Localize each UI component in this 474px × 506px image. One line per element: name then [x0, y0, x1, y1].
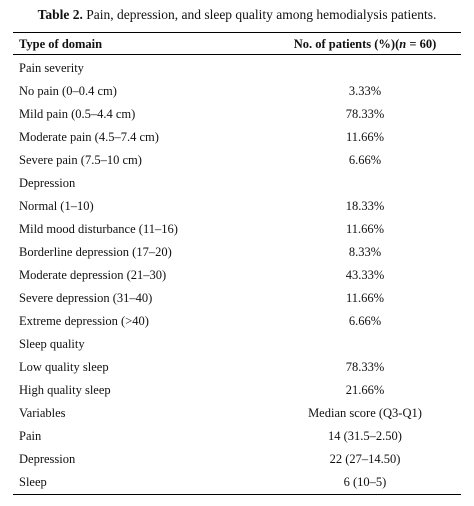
- table-row: [13, 310, 461, 333]
- table-row: [13, 333, 461, 356]
- row-value: 8.33%: [348, 245, 382, 259]
- row-value: 18.33%: [345, 199, 385, 213]
- row-value: 14 (31.5–2.50): [328, 429, 402, 443]
- table-row: [13, 241, 461, 264]
- row-label: Low quality sleep: [19, 360, 109, 374]
- table-body: [13, 57, 461, 494]
- row-value: 6 (10–5): [343, 475, 387, 489]
- table-row: [13, 103, 461, 126]
- row-label: Depression: [19, 452, 76, 466]
- row-label: Depression: [19, 176, 76, 190]
- header-col2-suffix: = 60): [406, 37, 437, 51]
- table-row: [13, 287, 461, 310]
- row-value: 6.66%: [348, 153, 382, 167]
- table-row: [13, 57, 461, 80]
- row-value: 21.66%: [345, 383, 385, 397]
- table-row: [13, 218, 461, 241]
- header-number-of-patients: [290, 35, 440, 53]
- table-row: [13, 356, 461, 379]
- row-label: Sleep: [19, 475, 47, 489]
- table-row: [13, 172, 461, 195]
- table-caption-text: Pain, depression, and sleep quality among hemodialysis patients.: [82, 7, 437, 22]
- table-row: [13, 264, 461, 287]
- row-label: Sleep quality: [19, 337, 85, 351]
- table-caption-number: Table 2.: [37, 7, 83, 22]
- row-value: 11.66%: [345, 291, 385, 305]
- header-type-of-domain: Type of domain: [19, 37, 103, 51]
- row-label: Mild mood disturbance (11–16): [19, 222, 178, 236]
- row-label: Moderate pain (4.5–7.4 cm): [19, 130, 159, 144]
- table-row: [13, 126, 461, 149]
- row-label: Severe depression (31–40): [19, 291, 153, 305]
- row-value: 78.33%: [345, 107, 385, 121]
- header-col2-n: n: [399, 37, 407, 51]
- row-value: 11.66%: [345, 130, 385, 144]
- row-label: Normal (1–10): [19, 199, 94, 213]
- table-row: [13, 80, 461, 103]
- row-label: Moderate depression (21–30): [19, 268, 167, 282]
- row-value: 43.33%: [345, 268, 385, 282]
- row-label: Mild pain (0.5–4.4 cm): [19, 107, 136, 121]
- row-value: 78.33%: [345, 360, 385, 374]
- row-value: 6.66%: [348, 314, 382, 328]
- row-label: High quality sleep: [19, 383, 111, 397]
- table-header-rule: [13, 54, 461, 55]
- table-caption: [0, 6, 474, 24]
- table-top-rule: [13, 32, 461, 33]
- table-header-row: [13, 35, 461, 53]
- table-row: [13, 149, 461, 172]
- row-label: Severe pain (7.5–10 cm): [19, 153, 142, 167]
- table-row: [13, 402, 461, 425]
- row-value: 11.66%: [345, 222, 385, 236]
- row-label: Extreme depression (>40): [19, 314, 149, 328]
- table-row: [13, 448, 461, 471]
- row-label: Pain severity: [19, 61, 84, 75]
- header-col2-prefix: No. of patients (%)(: [293, 37, 400, 51]
- table-row: [13, 195, 461, 218]
- table-row: [13, 425, 461, 448]
- row-value: Median score (Q3-Q1): [308, 406, 422, 420]
- row-label: Variables: [19, 406, 66, 420]
- row-value: 22 (27–14.50): [329, 452, 401, 466]
- row-label: No pain (0–0.4 cm): [19, 84, 117, 98]
- table-bottom-rule: [13, 494, 461, 495]
- row-label: Pain: [19, 429, 42, 443]
- table-row: [13, 379, 461, 402]
- table-row: [13, 471, 461, 494]
- row-value: 3.33%: [348, 84, 382, 98]
- row-label: Borderline depression (17–20): [19, 245, 172, 259]
